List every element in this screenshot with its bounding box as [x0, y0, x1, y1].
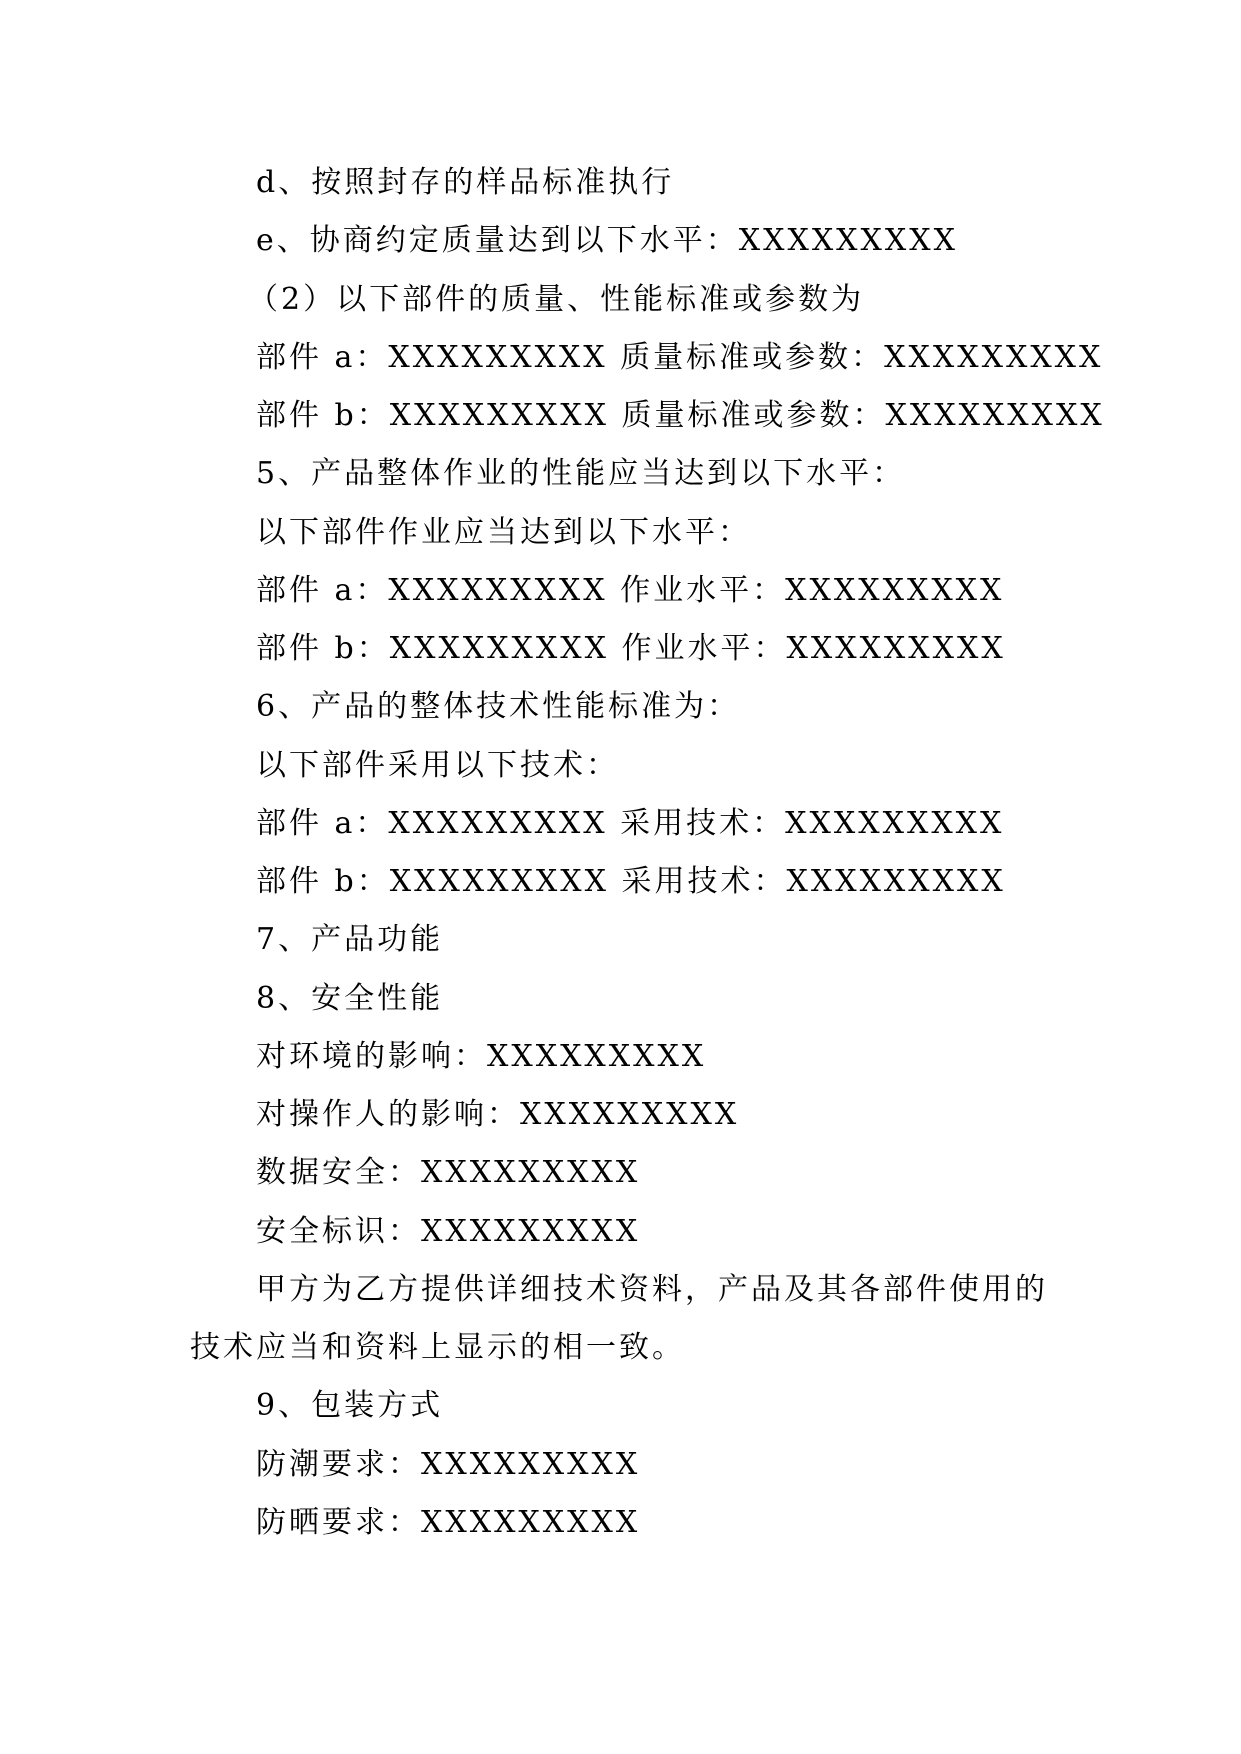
text-line: 5、产品整体作业的性能应当达到以下水平：	[256, 456, 906, 491]
text-line: 以下部件采用以下技术：	[256, 748, 619, 783]
text-line: 部件 b：XXXXXXXXX 采用技术：XXXXXXXXX	[256, 864, 1006, 899]
text-line: 6、产品的整体技术性能标准为：	[256, 689, 741, 724]
text-line: 部件 b：XXXXXXXXX 作业水平：XXXXXXXXX	[256, 631, 1006, 666]
text-line: 以下部件作业应当达到以下水平：	[256, 515, 751, 550]
text-line: 7、产品功能	[256, 922, 444, 957]
text-line: d、按照封存的样品标准执行	[256, 165, 675, 200]
text-line: e、协商约定质量达到以下水平：XXXXXXXXX	[256, 223, 958, 258]
text-line: 防晒要求：XXXXXXXXX	[256, 1505, 641, 1540]
text-line: 甲方为乙方提供详细技术资料，产品及其各部件使用的	[256, 1272, 1048, 1307]
text-line: 数据安全：XXXXXXXXX	[256, 1155, 641, 1190]
text-line: 8、安全性能	[256, 981, 444, 1016]
text-line: 对操作人的影响：XXXXXXXXX	[256, 1097, 740, 1132]
text-line: 技术应当和资料上显示的相一致。	[190, 1330, 685, 1365]
text-line: 防潮要求：XXXXXXXXX	[256, 1447, 641, 1482]
text-line: 部件 a：XXXXXXXXX 质量标准或参数：XXXXXXXXX	[256, 340, 1104, 375]
text-line: 部件 b：XXXXXXXXX 质量标准或参数：XXXXXXXXX	[256, 398, 1105, 433]
text-line: 对环境的影响：XXXXXXXXX	[256, 1039, 707, 1074]
text-line: 安全标识：XXXXXXXXX	[256, 1214, 641, 1249]
text-line: 部件 a：XXXXXXXXX 采用技术：XXXXXXXXX	[256, 806, 1005, 841]
text-line: （2）以下部件的质量、性能标准或参数为	[248, 282, 865, 317]
text-line: 部件 a：XXXXXXXXX 作业水平：XXXXXXXXX	[256, 573, 1005, 608]
text-line: 9、包装方式	[256, 1388, 444, 1423]
